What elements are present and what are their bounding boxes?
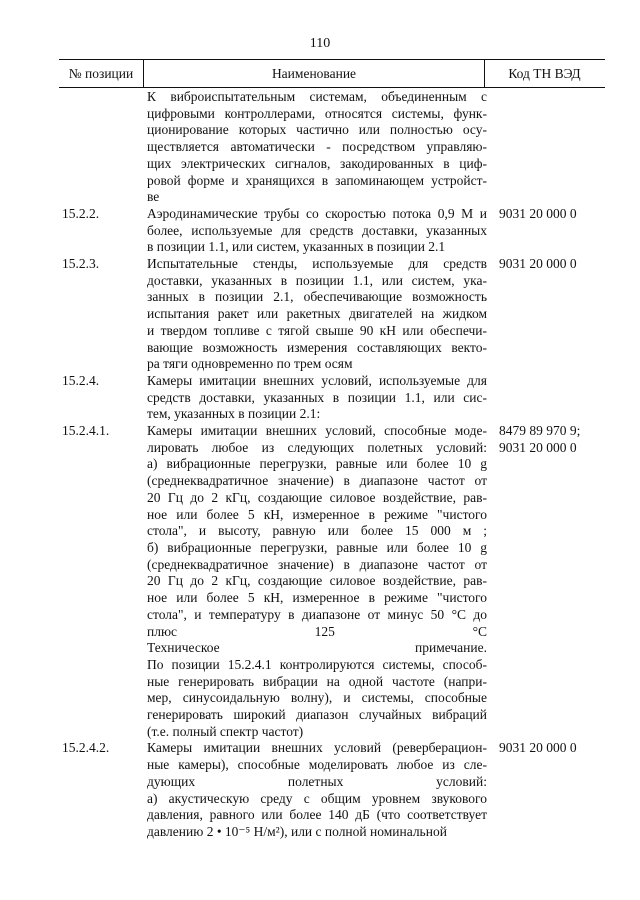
- table-row: [59, 373, 605, 423]
- code-value: 9031 20 000 0: [499, 740, 577, 756]
- description-line: испытания ракет или ракетных двигателей на жидком: [147, 306, 487, 322]
- table-header: [59, 59, 605, 88]
- description-line: Аэродинамические трубы со скоростью потока 0,9 М и: [147, 205, 487, 221]
- table-row: [59, 740, 605, 840]
- description-line: стола", и температуру в диапазоне от минус 50 °С до: [147, 606, 487, 622]
- row-code: [487, 89, 605, 206]
- description-line: ве: [147, 189, 160, 205]
- description-line: Техническое примечание.: [147, 640, 487, 656]
- page-number: 110: [309, 36, 331, 51]
- row-position: 15.2.2.: [62, 205, 100, 221]
- description-line: доставки, указанных в позиции 1.1, или систем, ука-: [147, 272, 487, 288]
- description-line: а) акустическую среду с общим уровнем звукового: [147, 790, 487, 806]
- description-line: а) вибрационные перегрузки, равные или более 10 g: [147, 456, 487, 472]
- row-description: [147, 373, 487, 423]
- table-row: [59, 89, 605, 206]
- description-line: давлению 2 • 10⁻⁵ Н/м²), или с полной номинальной: [147, 823, 447, 839]
- description-line: (среднеквадратичное значение) в диапазоне частот от: [147, 473, 487, 489]
- description-line: ществляется автоматически - посредством управляю-: [147, 139, 487, 155]
- table-body: [59, 89, 605, 841]
- description-line: цифровыми контроллерами, относятся системы, функ-: [147, 105, 487, 121]
- row-description: [147, 740, 487, 840]
- description-line: вающие возможность измерения составляющих векто-: [147, 339, 487, 355]
- description-line: средств доставки, указанных в позиции 1.1, или сис-: [147, 389, 487, 405]
- row-code: [487, 423, 605, 740]
- description-line: б) вибрационные перегрузки, равные или более 10 g: [147, 539, 487, 555]
- description-line: Камеры имитации внешних условий (реверберацион-: [147, 740, 487, 756]
- row-position: 15.2.4.: [62, 372, 100, 388]
- description-line: ра тяги одновременно по трем осям: [147, 356, 353, 372]
- row-position: [59, 89, 147, 206]
- description-line: более, используемые для средств доставки, указанных: [147, 222, 487, 238]
- description-line: К виброиспытательным системам, объединенным с: [147, 89, 487, 104]
- row-description: [147, 206, 487, 256]
- description-line: давления, равного или более 140 дБ (что соответствует: [147, 807, 487, 823]
- description-line: ное или более 5 кН, измеренное в режиме "чистого: [147, 590, 487, 606]
- description-line: 20 Гц до 2 кГц, создающие силовое воздействие, рав-: [147, 489, 487, 505]
- description-line: ное или более 5 кН, измеренное в режиме "чистого: [147, 506, 487, 522]
- code-value: 9031 20 000 0: [499, 256, 577, 272]
- description-line: лировать любое из следующих полетных условий:: [147, 439, 487, 455]
- description-line: генерировать широкий диапазон случайных вибраций: [147, 707, 487, 723]
- row-code: [487, 256, 605, 373]
- header-code: Код ТН ВЭД: [508, 66, 581, 81]
- row-code: [487, 740, 605, 840]
- row-position: 15.2.3.: [62, 256, 100, 272]
- description-line: ные генерировать вибрации на одной частоте (напри-: [147, 673, 487, 689]
- description-line: Камеры имитации внешних условий, способные моде-: [147, 423, 487, 439]
- table-row: [59, 423, 605, 740]
- code-value: 9031 20 000 0: [499, 439, 577, 455]
- header-name: Наименование: [143, 60, 485, 87]
- table-row: [59, 256, 605, 373]
- description-line: ные камеры), способные моделировать любое из сле-: [147, 757, 487, 773]
- code-value: 9031 20 000 0: [499, 205, 577, 221]
- row-position: 15.2.4.2.: [62, 740, 110, 756]
- description-line: и твердом топливе с тягой свыше 90 кН или обеспечи-: [147, 322, 487, 338]
- description-line: ровой форме и хранящихся в запоминающем устройст-: [147, 172, 487, 188]
- description-line: тем, указанных в позиции 2.1:: [147, 406, 321, 422]
- description-line: По позиции 15.2.4.1 контролируются системы, способ-: [147, 656, 487, 672]
- description-line: ционирование которых частично или полностью осу-: [147, 122, 487, 138]
- row-description: [147, 89, 487, 206]
- description-line: в позиции 1.1, или систем, указанных в позиции 2.1: [147, 239, 446, 255]
- description-line: (среднеквадратичное значение) в диапазоне частот от: [147, 556, 487, 572]
- description-line: (т.е. полный спектр частот): [147, 723, 304, 739]
- description-line: мер, синусоидальную волну), и системы, способные: [147, 690, 487, 706]
- description-line: плюс 125 °С: [147, 623, 487, 639]
- row-position: 15.2.4.1.: [62, 423, 110, 439]
- description-line: Испытательные стенды, используемые для средств: [147, 256, 487, 272]
- row-code: [487, 206, 605, 256]
- row-code: [487, 373, 605, 423]
- row-description: [147, 256, 487, 373]
- description-line: Камеры имитации внешних условий, используемые для: [147, 372, 487, 388]
- description-line: занных в позиции 2.1, обеспечивающие возможность: [147, 289, 487, 305]
- description-line: дующих полетных условий:: [147, 773, 487, 789]
- row-description: [147, 423, 487, 740]
- code-value: 8479 89 970 9;: [499, 423, 581, 439]
- header-position: № позиции: [68, 66, 134, 81]
- table-row: [59, 206, 605, 256]
- description-line: щих электрических сигналов, закодированных в циф-: [147, 155, 487, 171]
- description-line: стола", и высоту, равную или более 15 000 м ;: [147, 523, 487, 539]
- description-line: 20 Гц до 2 кГц, создающие силовое воздействие, рав-: [147, 573, 487, 589]
